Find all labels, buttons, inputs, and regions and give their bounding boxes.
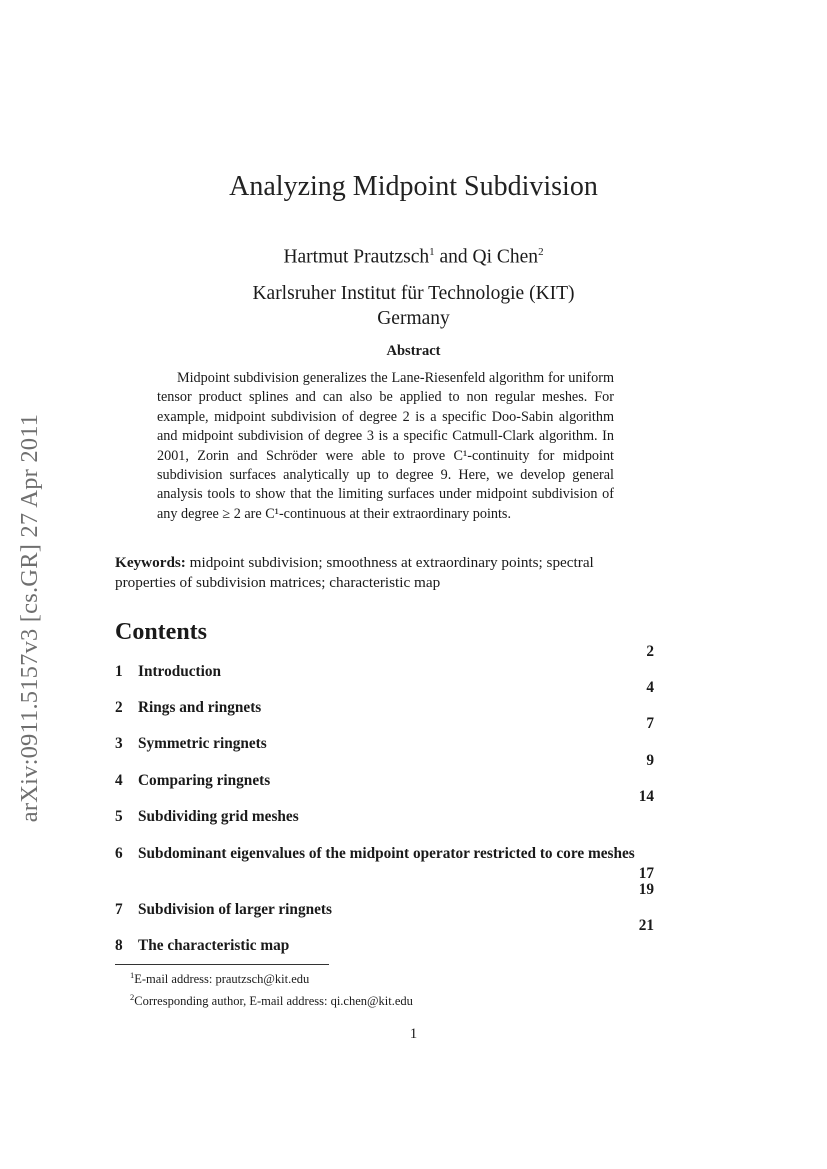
toc-number: 4	[115, 772, 123, 789]
keywords-text: midpoint subdivision; smoothness at extraordinary points; spectral properties of subdivision matrices; characteristic map	[115, 554, 594, 591]
footnote-text: E-mail address: prautzsch@kit.edu	[134, 972, 310, 987]
toc-title: Subdominant eigenvalues of the midpoint operator restricted to core meshes	[138, 845, 635, 862]
arxiv-sidebar	[3, 370, 58, 865]
affiliation	[0, 282, 827, 331]
toc-title: Subdividing grid meshes	[138, 808, 299, 825]
toc-number: 1	[115, 663, 123, 680]
footnote	[130, 988, 413, 1010]
footnote-mark: 1	[429, 246, 435, 258]
toc-entry[interactable]	[115, 844, 654, 884]
toc-number: 2	[115, 699, 123, 716]
toc-page: 19	[638, 881, 654, 898]
keywords-label: Keywords:	[115, 554, 186, 571]
footnote-mark: 1	[130, 970, 135, 980]
toc-page: 14	[638, 788, 654, 805]
contents-heading: Contents	[115, 619, 208, 645]
keywords	[115, 553, 625, 593]
toc-number: 5	[115, 808, 123, 825]
toc-page: 2	[646, 643, 654, 660]
toc-number: 3	[115, 735, 123, 752]
toc-title: The characteristic map	[138, 937, 290, 954]
author-name: Hartmut Prautzsch	[283, 246, 430, 268]
country: Germany	[377, 307, 450, 329]
toc-page: 21	[638, 917, 654, 934]
toc-page: 7	[646, 715, 654, 732]
toc-title: Subdivision of larger ringnets	[138, 901, 332, 918]
abstract-heading: Abstract	[386, 343, 441, 359]
author-conjunction: and	[434, 246, 473, 268]
footnote	[130, 966, 413, 988]
paper-title: Analyzing Midpoint Subdivision	[229, 171, 598, 202]
toc-page: 4	[646, 679, 654, 696]
abstract-text: Midpoint subdivision generalizes the Lane-Riesenfeld algorithm for uniform tensor product splines and can also be applied to non regular meshes. For example, midpoint subdivision of degree 2 is a specific Doo-Sabin algorithm and midpoint subdivision of degree 3 is a specific Catmull-Clark algorithm. In 2001, Zorin and Schröder were able to prove C¹-continuity for midpoint subdivision surfaces analytically up to degree 9. Here, we develop general analysis tools to show that the limiting surfaces under midpoint subdivision of any degree ≥ 2 are C¹-continuous at their extraordinary points.	[157, 370, 614, 522]
footnotes	[130, 966, 413, 1010]
institution: Karlsruher Institut für Technologie (KIT)	[252, 283, 575, 304]
page-number: 1	[409, 1026, 418, 1042]
author-name: Qi Chen	[472, 246, 539, 268]
footnote-mark: 2	[538, 246, 544, 258]
footnote-text: Corresponding author, E-mail address: qi.chen@kit.edu	[134, 994, 413, 1009]
toc-number: 8	[115, 937, 123, 954]
toc-title: Comparing ringnets	[138, 772, 271, 789]
toc-number: 6	[115, 845, 123, 862]
arxiv-identifier: arXiv:0911.5157v3 [cs.GR] 27 Apr 2011	[16, 413, 44, 822]
footnote-mark: 2	[130, 992, 135, 1003]
toc-number: 7	[115, 901, 123, 918]
toc-page: 9	[646, 752, 654, 769]
toc-title: Introduction	[138, 663, 222, 680]
footnote-divider	[115, 964, 329, 965]
toc-page: 17	[638, 865, 654, 882]
author-line	[0, 246, 827, 269]
toc-title: Symmetric ringnets	[138, 735, 267, 752]
toc-title: Rings and ringnets	[138, 699, 262, 716]
